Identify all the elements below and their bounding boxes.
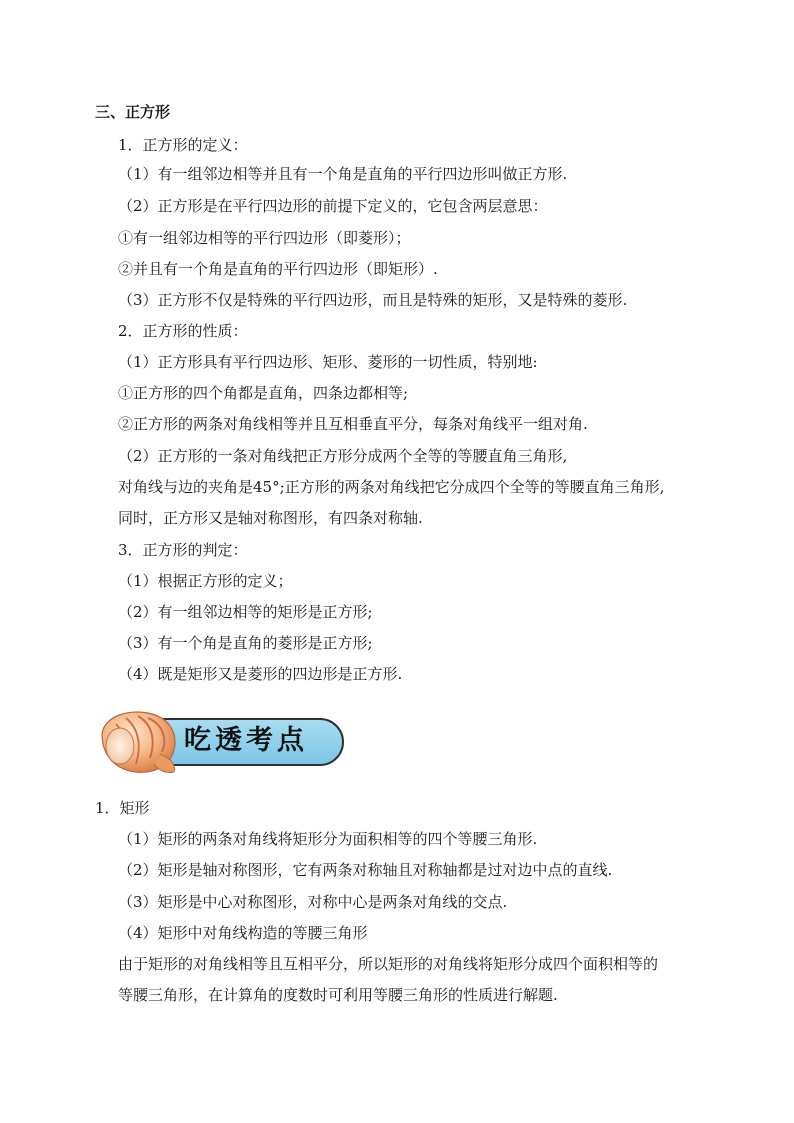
property-title: 2．正方形的性质：: [118, 322, 248, 340]
property-item-2: （2）正方形的一条对角线把正方形分成两个全等的等腰直角三角形,: [118, 447, 568, 465]
judgement-item-3: （3）有一个角是直角的菱形是正方形;: [118, 634, 373, 652]
property-item-1b: ②正方形的两条对角线相等并且互相垂直平分，每条对角线平一组对角.: [118, 415, 588, 433]
definition-item-2b: ②并且有一个角是直角的平行四边形（即矩形）.: [118, 260, 438, 278]
keypoint-item-2: （2）矩形是轴对称图形，它有两条对称轴且对称轴都是过对边中点的直线.: [118, 861, 613, 879]
judgement-item-4: （4）既是矩形又是菱形的四边形是正方形.: [118, 665, 403, 683]
section-heading: 三、正方形: [95, 103, 171, 121]
judgement-item-1: （1）根据正方形的定义；: [118, 572, 293, 590]
definition-item-3: （3）正方形不仅是特殊的平行四边形，而且是特殊的矩形，又是特殊的菱形.: [118, 291, 628, 309]
property-item-1: （1）正方形具有平行四边形、矩形、菱形的一切性质，特别地:: [118, 353, 538, 371]
definition-title: 1．正方形的定义：: [118, 136, 248, 154]
definition-item-2a: ①有一组邻边相等的平行四边形（即菱形）；: [118, 229, 411, 247]
keypoint-item-3: （3）矩形是中心对称图形，对称中心是两条对角线的交点.: [118, 893, 508, 911]
property-item-2-continued-2: 同时，正方形又是轴对称图形，有四条对称轴.: [118, 509, 423, 527]
keypoint-title: 1．矩形: [95, 799, 150, 817]
keypoint-item-4-continued-2: 等腰三角形，在计算角的度数时可利用等腰三角形的性质进行解题.: [118, 986, 558, 1004]
definition-item-2: （2）正方形是在平行四边形的前提下定义的，它包含两层意思：: [118, 197, 548, 215]
banner-title: 吃透考点: [184, 725, 308, 756]
judgement-item-2: （2）有一组邻边相等的矩形是正方形;: [118, 603, 373, 621]
keypoint-item-4: （4）矩形中对角线构造的等腰三角形: [118, 924, 368, 942]
definition-item-1: （1）有一组邻边相等并且有一个角是直角的平行四边形叫做正方形.: [118, 165, 568, 183]
section-banner: [96, 704, 352, 776]
property-item-2-continued: 对角线与边的夹角是45°;正方形的两条对角线把它分成四个全等的等腰直角三角形,: [118, 478, 665, 496]
seashell-icon: [96, 704, 196, 780]
keypoint-item-1: （1）矩形的两条对角线将矩形分为面积相等的四个等腰三角形.: [118, 830, 538, 848]
judgement-title: 3．正方形的判定：: [118, 541, 248, 559]
keypoint-item-4-continued: 由于矩形的对角线相等且互相平分，所以矩形的对角线将矩形分成四个面积相等的: [118, 955, 659, 973]
property-item-1a: ①正方形的四个角都是直角，四条边都相等;: [118, 384, 409, 402]
